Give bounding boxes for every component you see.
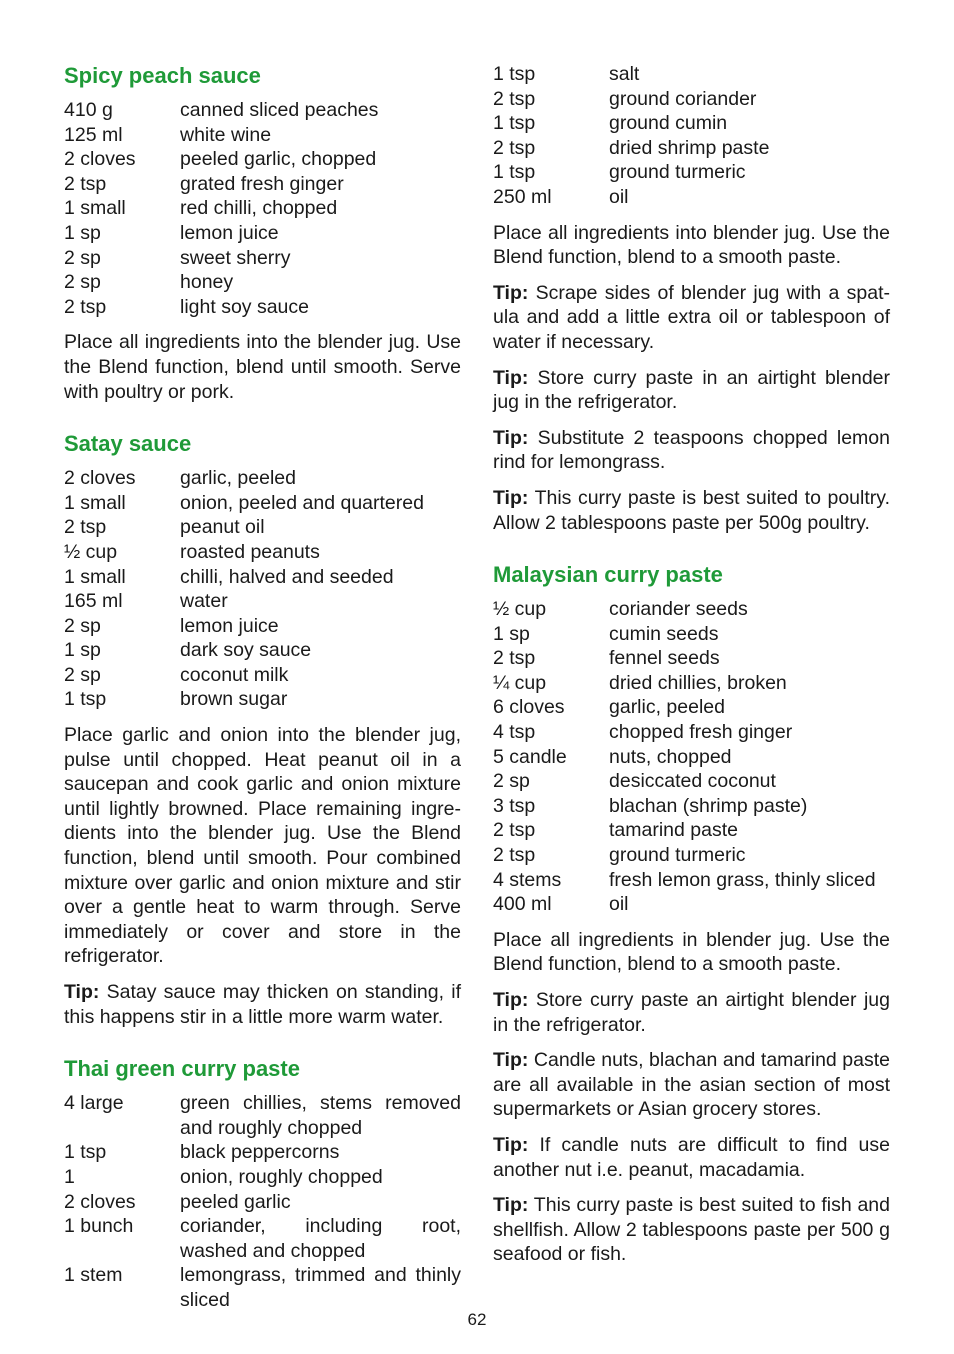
ingredient-quantity: 400 ml xyxy=(493,893,552,916)
tip-paragraph xyxy=(493,281,890,355)
ingredient-row xyxy=(493,136,890,161)
ingredient-name: nuts, chopped xyxy=(609,745,732,768)
ingredient-row xyxy=(64,638,461,663)
ingredient-row xyxy=(493,794,890,819)
ingredient-row xyxy=(64,663,461,688)
ingredient-quantity: 1 xyxy=(64,1165,75,1188)
ingredient-quantity: 410 g xyxy=(64,99,113,121)
ingredient-name: onion, roughly chopped xyxy=(180,1165,383,1188)
tip-paragraph xyxy=(493,1193,890,1267)
paragraph-text: Candle nuts, blachan and tamarind paste are all available in the asian section of most supermarkets or Asian grocery stores. xyxy=(493,1049,890,1121)
ingredient-name: coriander, including root, washed and chopped xyxy=(180,1215,461,1262)
ingredient-row xyxy=(64,589,461,614)
ingredient-row xyxy=(493,62,890,87)
method-paragraph xyxy=(493,221,890,270)
ingredient-row xyxy=(493,720,890,745)
ingredient-quantity: 6 cloves xyxy=(493,696,565,719)
ingredient-quantity: 1 tsp xyxy=(64,688,107,711)
ingredient-quantity: 1 tsp xyxy=(493,112,536,135)
ingredient-name: onion, peeled and quartered xyxy=(180,491,424,514)
ingredient-row xyxy=(493,695,890,720)
ingredient-name: brown sugar xyxy=(180,688,288,711)
ingredient-row xyxy=(64,246,461,271)
ingredient-name: dark soy sauce xyxy=(180,639,312,662)
ingredient-quantity: 1 tsp xyxy=(64,1141,107,1164)
paragraph-text: Store curry paste in an airtight blender jug in the refrigerator. xyxy=(493,366,890,414)
tip-label: Tip: xyxy=(493,1133,529,1156)
method-paragraph xyxy=(493,928,890,977)
tip-label: Tip: xyxy=(493,366,529,389)
tip-paragraph xyxy=(493,988,890,1037)
tip-paragraph xyxy=(493,1048,890,1122)
ingredient-name: fennel seeds xyxy=(609,647,720,670)
ingredient-quantity: 2 sp xyxy=(493,770,530,793)
ingredient-name: red chilli, chopped xyxy=(180,197,338,220)
ingredient-row xyxy=(64,687,461,712)
ingredient-quantity: 2 sp xyxy=(64,614,101,637)
ingredient-name: desiccated coconut xyxy=(609,770,776,793)
recipe-title: Satay sauce xyxy=(64,431,192,457)
ingredient-name: water xyxy=(180,590,228,613)
ingredient-quantity: 1 tsp xyxy=(493,161,536,184)
ingredient-row xyxy=(64,98,461,123)
paragraph-text: This curry paste is best suited to fish and shellfish. Allow 2 tablespoons paste per 500 g seafood or fish. xyxy=(493,1194,890,1266)
ingredient-row xyxy=(64,540,461,565)
ingredient-row xyxy=(493,843,890,868)
tip-paragraph xyxy=(493,426,890,475)
paragraph-text: This curry paste is best suited to poultry. Allow 2 tablespoons paste per 500g poultry. xyxy=(493,486,890,534)
ingredient-quantity: 2 cloves xyxy=(64,467,136,490)
ingredient-row xyxy=(64,221,461,246)
ingredient-list xyxy=(64,98,461,319)
ingredient-row xyxy=(64,466,461,491)
ingredient-quantity: ½ cup xyxy=(493,598,547,621)
ingredient-quantity: 1 small xyxy=(64,565,126,588)
ingredient-name: sweet sherry xyxy=(180,246,291,269)
ingredient-quantity: 2 cloves xyxy=(64,1190,136,1213)
ingredient-name: ground turmeric xyxy=(609,161,746,184)
ingredient-quantity: ¼ cup xyxy=(493,671,547,694)
ingredient-name: peeled garlic, chopped xyxy=(180,148,377,171)
ingredient-row xyxy=(64,196,461,221)
tip-paragraph xyxy=(493,1133,890,1182)
ingredient-row xyxy=(493,185,890,210)
recipe-title: Thai green curry paste xyxy=(64,1056,300,1082)
ingredient-name: light soy sauce xyxy=(180,295,309,318)
ingredient-quantity: 5 candle xyxy=(493,745,567,768)
ingredient-name: salt xyxy=(609,63,640,85)
ingredient-quantity: 1 small xyxy=(64,197,126,220)
ingredient-quantity: 1 sp xyxy=(64,221,101,244)
paragraph-text: Satay sauce may thicken on standing, if this happens stir in a little more warm water. xyxy=(64,981,461,1028)
tip-paragraph xyxy=(493,486,890,535)
paragraph-text: If candle nuts are difficult to find use another nut i.e. peanut, macadamia. xyxy=(493,1133,890,1181)
ingredient-row xyxy=(64,1263,461,1312)
ingredient-quantity: 2 tsp xyxy=(64,295,107,318)
paragraph-text: Store curry paste an airtight blender jug in the refrigerator. xyxy=(493,989,890,1036)
ingredient-name: lemon juice xyxy=(180,614,279,637)
ingredient-row xyxy=(493,87,890,112)
ingredient-row xyxy=(64,295,461,320)
ingredient-row xyxy=(493,892,890,917)
ingredient-quantity: 2 sp xyxy=(64,246,101,269)
ingredient-name: roasted peanuts xyxy=(180,540,320,563)
paragraph-text: Place garlic and onion into the blender jug, pulse until chopped. Heat peanut oil in a saucepan and cook garlic and onion mixture until lightly browned. Place remaining ingre-dients into the blender jug. Use the Blend function, blend until smooth. Pour combined mixture over garlic and onion mixture and stir over a gentle heat to warm through. Serve immediately or cover and store in the refrigerator. xyxy=(64,724,461,968)
ingredient-quantity: 4 tsp xyxy=(493,721,536,744)
paragraph-text: Place all ingredients into blender jug. Use the Blend function, blend to a smooth paste. xyxy=(493,221,890,269)
ingredient-name: ground cumin xyxy=(609,112,728,135)
ingredient-quantity: 2 tsp xyxy=(493,819,536,842)
paragraph-text: Scrape sides of blender jug with a spat-ula and add a little extra oil or tablespoon of water if necessary. xyxy=(493,281,890,353)
ingredient-quantity: 165 ml xyxy=(64,590,123,613)
ingredient-row xyxy=(64,270,461,295)
ingredient-quantity: 1 small xyxy=(64,491,126,514)
tip-label: Tip: xyxy=(493,1194,529,1217)
ingredient-name: black peppercorns xyxy=(180,1141,340,1164)
section-spacer xyxy=(64,1029,461,1055)
tip-label: Tip: xyxy=(493,426,529,449)
ingredient-row xyxy=(64,123,461,148)
ingredient-name: peeled garlic xyxy=(180,1190,291,1213)
ingredient-row xyxy=(493,111,890,136)
tip-label: Tip: xyxy=(493,281,529,304)
ingredient-row xyxy=(493,160,890,185)
ingredient-row xyxy=(64,614,461,639)
paragraph-text: Place all ingredients into the blender jug. Use the Blend function, blend until smooth. Serve with poultry or pork. xyxy=(64,331,461,403)
ingredient-name: coconut milk xyxy=(180,663,289,686)
ingredient-quantity: 250 ml xyxy=(493,185,552,208)
ingredient-list xyxy=(64,466,461,712)
ingredient-name: honey xyxy=(180,271,234,294)
tip-paragraph xyxy=(64,980,461,1029)
ingredient-row xyxy=(64,565,461,590)
ingredient-quantity: 1 tsp xyxy=(493,63,536,85)
ingredient-quantity: 2 tsp xyxy=(64,516,107,539)
ingredient-name: lemon juice xyxy=(180,221,279,244)
ingredient-name: garlic, peeled xyxy=(609,696,725,719)
ingredient-row xyxy=(64,1165,461,1190)
ingredient-quantity: 2 tsp xyxy=(64,172,107,195)
ingredient-row xyxy=(64,1214,461,1263)
ingredient-quantity: 2 tsp xyxy=(493,647,536,670)
tip-label: Tip: xyxy=(493,989,529,1011)
ingredient-quantity: 2 tsp xyxy=(493,844,536,867)
ingredient-quantity: 1 sp xyxy=(64,639,101,662)
ingredient-quantity: 3 tsp xyxy=(493,794,536,817)
ingredient-row xyxy=(64,172,461,197)
ingredient-quantity: 1 sp xyxy=(493,622,530,645)
paragraph-text: Place all ingredients in blender jug. Use the Blend function, blend to a smooth paste. xyxy=(493,928,890,976)
ingredient-row xyxy=(64,1190,461,1215)
ingredient-name: chilli, halved and seeded xyxy=(180,565,394,588)
ingredient-name: ground coriander xyxy=(609,87,757,110)
ingredient-name: grated fresh ginger xyxy=(180,172,344,195)
ingredient-quantity: 2 tsp xyxy=(493,136,536,159)
ingredient-name: dried chillies, broken xyxy=(609,671,787,694)
ingredient-quantity: 2 tsp xyxy=(493,87,536,110)
ingredient-name: lemongrass, trimmed and thinly sliced xyxy=(180,1264,461,1311)
ingredient-name: blachan (shrimp paste) xyxy=(609,794,808,817)
ingredient-name: coriander seeds xyxy=(609,598,748,621)
tip-label: Tip: xyxy=(493,1049,529,1072)
ingredient-name: green chillies, stems removed and roughly chopped xyxy=(180,1092,461,1139)
ingredient-row xyxy=(493,745,890,770)
tip-label: Tip: xyxy=(64,981,100,1003)
ingredient-quantity: 1 stem xyxy=(64,1264,123,1287)
method-paragraph xyxy=(64,330,461,404)
ingredient-row xyxy=(493,818,890,843)
ingredient-name: oil xyxy=(609,185,629,208)
ingredient-row xyxy=(493,769,890,794)
ingredient-list xyxy=(493,62,890,210)
ingredient-row xyxy=(493,671,890,696)
tip-label: Tip: xyxy=(493,486,529,509)
ingredient-quantity: 2 sp xyxy=(64,271,101,294)
ingredient-name: tamarind paste xyxy=(609,819,738,842)
section-spacer xyxy=(64,404,461,430)
tip-paragraph xyxy=(493,366,890,415)
ingredient-name: oil xyxy=(609,893,629,916)
ingredient-name: dried shrimp paste xyxy=(609,136,770,159)
ingredient-row xyxy=(64,1140,461,1165)
ingredient-name: garlic, peeled xyxy=(180,467,296,490)
ingredient-name: fresh lemon grass, thinly sliced xyxy=(609,868,876,891)
ingredient-name: cumin seeds xyxy=(609,622,719,645)
ingredient-name: ground turmeric xyxy=(609,844,746,867)
ingredient-row xyxy=(64,147,461,172)
ingredient-row xyxy=(493,646,890,671)
ingredient-row xyxy=(493,597,890,622)
ingredient-row xyxy=(64,515,461,540)
ingredient-quantity: 2 sp xyxy=(64,663,101,686)
recipe-title: Malaysian curry paste xyxy=(493,562,723,588)
left-column xyxy=(64,62,461,1313)
page-number: 62 xyxy=(467,1310,487,1329)
ingredient-name: peanut oil xyxy=(180,516,265,539)
section-spacer xyxy=(493,535,890,561)
ingredient-quantity: 1 bunch xyxy=(64,1215,134,1238)
right-column xyxy=(493,62,890,1267)
ingredient-list xyxy=(493,597,890,917)
ingredient-list xyxy=(64,1091,461,1312)
ingredient-name: chopped fresh ginger xyxy=(609,721,793,744)
ingredient-row xyxy=(493,622,890,647)
recipe-title: Spicy peach sauce xyxy=(64,63,261,88)
ingredient-quantity: 2 cloves xyxy=(64,148,136,171)
ingredient-row xyxy=(64,491,461,516)
paragraph-text: Substitute 2 teaspoons chopped lemon rind for lemongrass. xyxy=(493,426,890,474)
ingredient-quantity: 4 large xyxy=(64,1092,124,1115)
ingredient-quantity: 125 ml xyxy=(64,123,123,146)
ingredient-quantity: ½ cup xyxy=(64,540,118,563)
ingredient-quantity: 4 stems xyxy=(493,868,562,891)
ingredient-name: white wine xyxy=(180,123,272,146)
ingredient-name: canned sliced peaches xyxy=(180,99,379,121)
ingredient-row xyxy=(493,868,890,893)
method-paragraph xyxy=(64,723,461,969)
ingredient-row xyxy=(64,1091,461,1140)
